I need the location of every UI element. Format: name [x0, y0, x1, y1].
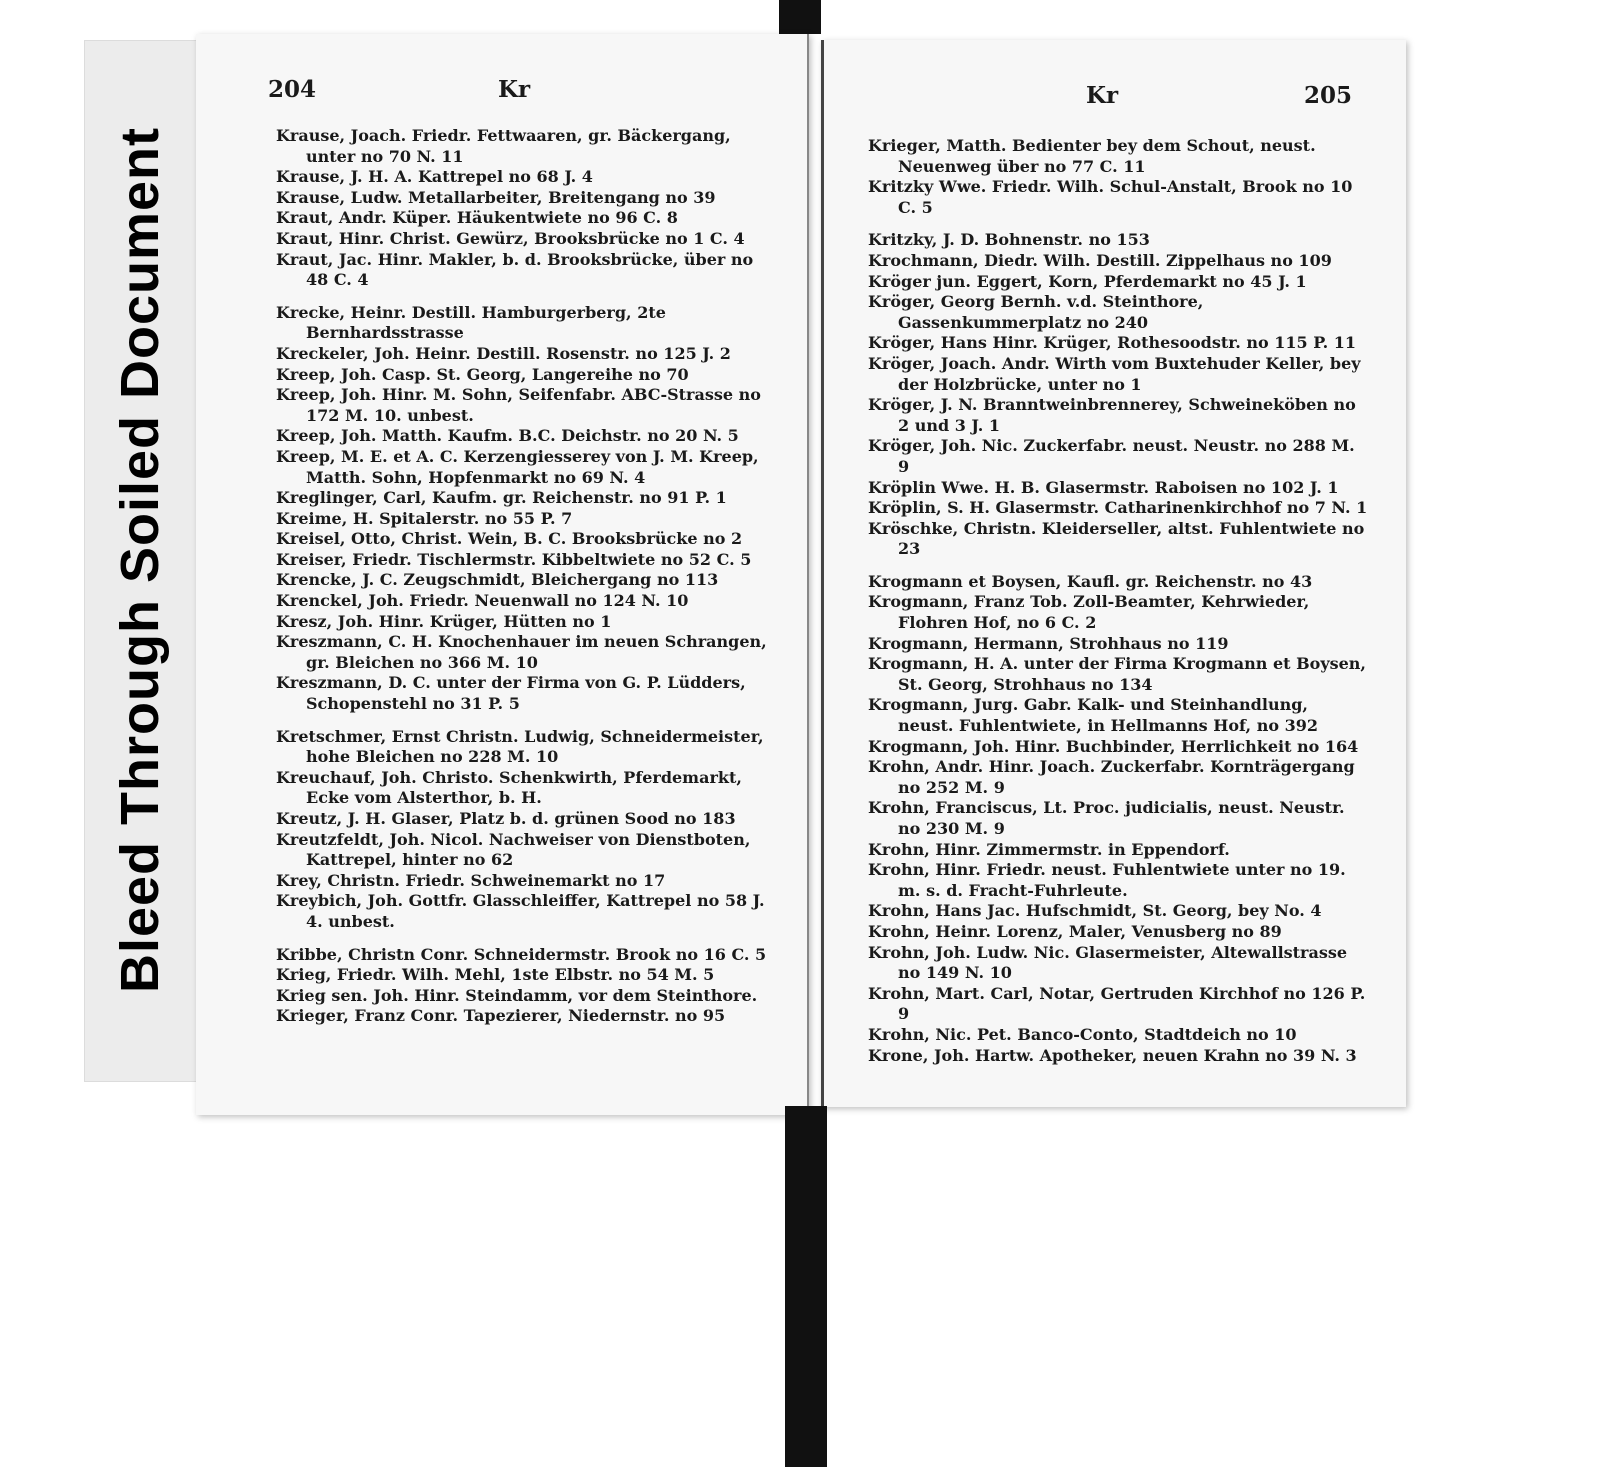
directory-entry: Kreep, Joh. Matth. Kaufm. B.C. Deichstr. no 20 N. 5: [276, 426, 739, 446]
directory-entry: Kröplin, S. H. Glasermstr. Catharinenkirchhof no 7 N. 1: [868, 498, 1368, 518]
directory-entry: Kreszmann, C. H. Knochenhauer im neuen Schrangen, gr. Bleichen no 366 M. 10: [276, 632, 767, 672]
page-number: 204: [268, 76, 317, 103]
directory-entry: Krieger, Matth. Bedienter bey dem Schout, neust. Neuenweg über no 77 C. 11: [868, 136, 1316, 176]
directory-entry: Kreuchauf, Joh. Christo. Schenkwirth, Pferdemarkt, Ecke vom Alsterthor, b. H.: [276, 767, 742, 808]
directory-entry: Krause, Ludw. Metallarbeiter, Breitengang no 39: [276, 187, 716, 207]
directory-entry: Kreiser, Friedr. Tischlermstr. Kibbeltwiete no 52 C. 5: [276, 549, 752, 569]
book-spine-top: [779, 0, 821, 34]
page-header: Kr: [1086, 82, 1119, 109]
directory-entry: Kraut, Hinr. Christ. Gewürz, Brooksbrücke no 1 C. 4: [276, 228, 745, 248]
entry-list: [276, 126, 776, 1027]
directory-entry: Krohn, Hinr. Friedr. neust. Fuhlentwiete unter no 19. m. s. d. Fracht-Fuhrleute.: [868, 860, 1346, 900]
directory-entry: Krohn, Hans Jac. Hufschmidt, St. Georg, bey No. 4: [868, 901, 1322, 921]
directory-entry: Kribbe, Christn Conr. Schneidermstr. Brook no 16 C. 5: [276, 944, 767, 964]
directory-entry: Krause, Joach. Friedr. Fettwaaren, gr. Bäckergang, unter no 70 N. 11: [276, 126, 731, 166]
directory-entry: Krogmann, Franz Tob. Zoll-Beamter, Kehrwieder, Flohren Hof, no 6 C. 2: [868, 592, 1310, 633]
directory-entry: Kröschke, Christn. Kleiderseller, altst. Fuhlentwiete no 23: [868, 518, 1365, 559]
directory-entry: Krieg, Friedr. Wilh. Mehl, 1ste Elbstr. no 54 M. 5: [276, 965, 715, 985]
directory-entry: Kraut, Jac. Hinr. Makler, b. d. Brooksbrücke, über no 48 C. 4: [276, 249, 754, 290]
directory-entry: Krone, Joh. Hartw. Apotheker, neuen Krahn no 39 N. 3: [868, 1045, 1357, 1065]
directory-entry: Kreime, H. Spitalerstr. no 55 P. 7: [276, 508, 573, 528]
directory-entry: Kreckeler, Joh. Heinr. Destill. Rosenstr. no 125 J. 2: [276, 343, 731, 363]
entry-list: [868, 136, 1368, 1066]
directory-entry: Krieger, Franz Conr. Tapezierer, Niedernstr. no 95: [276, 1006, 726, 1026]
directory-entry: Kreutz, J. H. Glaser, Platz b. d. grünen Sood no 183: [276, 809, 736, 828]
directory-entry: Kreutzfeldt, Joh. Nicol. Nachweiser von Dienstboten, Kattrepel, hinter no 62: [276, 829, 751, 870]
directory-entry: Krohn, Hinr. Zimmermstr. in Eppendorf.: [868, 839, 1230, 859]
left-page: [196, 34, 809, 1115]
directory-entry: Kröplin Wwe. H. B. Glasermstr. Raboisen no 102 J. 1: [868, 477, 1339, 497]
directory-entry: Krogmann, H. A. unter der Firma Krogmann et Boysen, St. Georg, Strohhaus no 134: [868, 654, 1366, 694]
right-page: [821, 40, 1406, 1107]
directory-entry: Kröger, Hans Hinr. Krüger, Rothesoodstr. no 115 P. 11: [868, 333, 1356, 353]
directory-entry: Kröger, J. N. Branntweinbrennerey, Schweineköben no 2 und 3 J. 1: [868, 395, 1356, 435]
directory-entry: Kreep, M. E. et A. C. Kerzengiesserey von J. M. Kreep, Matth. Sohn, Hopfenmarkt no 69 N. 4: [276, 446, 759, 487]
directory-entry: Kröger jun. Eggert, Korn, Pferdemarkt no 45 J. 1: [868, 271, 1307, 291]
directory-entry: Krohn, Franciscus, Lt. Proc. judicialis, neust. Neustr. no 230 M. 9: [868, 798, 1345, 838]
directory-entry: Krohn, Mart. Carl, Notar, Gertruden Kirchhof no 126 P. 9: [868, 983, 1366, 1024]
directory-entry: Krochmann, Diedr. Wilh. Destill. Zippelhaus no 109: [868, 250, 1332, 270]
directory-entry: Krohn, Heinr. Lorenz, Maler, Venusberg no 89: [868, 921, 1282, 941]
tab-label: Bleed Through Soiled Document: [110, 126, 170, 994]
directory-entry: Krogmann et Boysen, Kaufl. gr. Reichenstr. no 43: [868, 571, 1313, 591]
book-spine-bottom: [785, 1106, 827, 1467]
directory-entry: Kreep, Joh. Hinr. M. Sohn, Seifenfabr. ABC-Strasse no 172 M. 10. unbest.: [276, 385, 761, 425]
directory-entry: Kreybich, Joh. Gottfr. Glasschleiffer, Kattrepel no 58 J. 4. unbest.: [276, 891, 765, 931]
directory-entry: Krause, J. H. A. Kattrepel no 68 J. 4: [276, 167, 593, 187]
directory-entry: Krogmann, Hermann, Strohhaus no 119: [868, 633, 1229, 653]
directory-entry: Kröger, Joach. Andr. Wirth vom Buxtehuder Keller, bey der Holzbrücke, unter no 1: [868, 353, 1361, 394]
directory-entry: Kreep, Joh. Casp. St. Georg, Langereihe no 70: [276, 364, 689, 384]
directory-entry: Krohn, Andr. Hinr. Joach. Zuckerfabr. Kornträgergang no 252 M. 9: [868, 757, 1355, 797]
directory-entry: Kraut, Andr. Küper. Häukentwiete no 96 C. 8: [276, 208, 678, 228]
directory-entry: Kretschmer, Ernst Christn. Ludwig, Schneidermeister, hohe Bleichen no 228 M. 10: [276, 726, 764, 767]
directory-entry: Kresz, Joh. Hinr. Krüger, Hütten no 1: [276, 611, 612, 631]
directory-entry: Kröger, Georg Bernh. v.d. Steinthore, Gassenkummerplatz no 240: [868, 292, 1204, 332]
directory-entry: Kreisel, Otto, Christ. Wein, B. C. Brooksbrücke no 2: [276, 529, 743, 549]
directory-entry: Krogmann, Joh. Hinr. Buchbinder, Herrlichkeit no 164: [868, 736, 1359, 756]
tab-label-area: [84, 40, 196, 1080]
directory-entry: Krohn, Nic. Pet. Banco-Conto, Stadtdeich no 10: [868, 1024, 1297, 1044]
directory-entry: Krogmann, Jurg. Gabr. Kalk- und Steinhandlung, neust. Fuhlentwiete, in Hellmanns Hof, no 392: [868, 695, 1318, 736]
directory-entry: Kreglinger, Carl, Kaufm. gr. Reichenstr. no 91 P. 1: [276, 488, 727, 508]
directory-entry: Krenckel, Joh. Friedr. Neuenwall no 124 N. 10: [276, 591, 689, 611]
page-number: 205: [1304, 82, 1353, 109]
directory-entry: Kreszmann, D. C. unter der Firma von G. P. Lüdders, Schopenstehl no 31 P. 5: [276, 673, 746, 714]
directory-entry: Krecke, Heinr. Destill. Hamburgerberg, 2te Bernhardsstrasse: [276, 302, 666, 343]
directory-entry: Kröger, Joh. Nic. Zuckerfabr. neust. Neustr. no 288 M. 9: [868, 436, 1355, 476]
directory-entry: Kritzky Wwe. Friedr. Wilh. Schul-Anstalt, Brook no 10 C. 5: [868, 177, 1353, 217]
directory-entry: Krencke, J. C. Zeugschmidt, Bleichergang no 113: [276, 570, 719, 590]
page-header: Kr: [498, 76, 531, 103]
directory-entry: Kritzky, J. D. Bohnenstr. no 153: [868, 230, 1150, 250]
directory-entry: Krieg sen. Joh. Hinr. Steindamm, vor dem Steinthore.: [276, 985, 758, 1005]
directory-entry: Krey, Christn. Friedr. Schweinemarkt no 17: [276, 870, 666, 890]
directory-entry: Krohn, Joh. Ludw. Nic. Glasermeister, Altewallstrasse no 149 N. 10: [868, 942, 1348, 983]
